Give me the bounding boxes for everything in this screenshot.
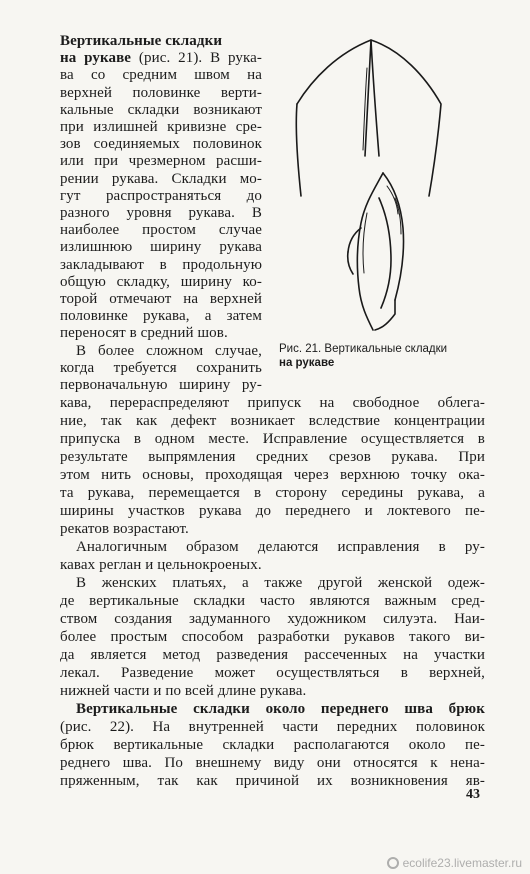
text-run: разного уровня рукава. В [60, 205, 262, 221]
text-line [60, 521, 485, 538]
text-run: Аналогичным образом делаются исправления в ру- [76, 539, 485, 555]
sleeve-lower [357, 173, 383, 330]
text-line [60, 222, 262, 239]
text-run: припуска в одном месте. Исправление осуществляется в [60, 431, 485, 447]
text-line [60, 449, 485, 466]
text-line [60, 413, 485, 430]
text-run: нижней части и по всей длине рукава. [60, 683, 307, 699]
text-run: кава, перераспределяют припуск на свободное облега- [60, 395, 485, 411]
text-line [60, 719, 485, 736]
text-line [60, 67, 262, 84]
text-run: пряженным, так как причиной их возникновения яв- [60, 773, 485, 789]
text-run: ширины участков рукава до переднего и локтевого пе- [60, 503, 485, 519]
text-line [60, 737, 485, 754]
text-line [60, 308, 262, 325]
text-line [60, 171, 262, 188]
text-run: да является метод разведения рассеченных на участки [60, 647, 485, 663]
text-run: излишнюю ширину рукава [60, 239, 262, 256]
text-line [60, 274, 262, 291]
text-run: (рис. 22). На внутренней части передних половинок [60, 719, 485, 735]
text-run: ние, так как дефект возникает вследствие концентрации [60, 413, 485, 429]
text-run: брюк вертикальные складки располагаются около пе- [60, 737, 485, 753]
page-number: 43 [466, 787, 480, 802]
text-line [60, 431, 485, 448]
text-run: этом нить основы, проходящая через верхнюю точку ока- [60, 467, 485, 483]
text-run: ва со средним швом на [60, 67, 262, 84]
sleeve-figure [283, 38, 458, 338]
text-line [76, 343, 262, 360]
text-line [76, 575, 485, 592]
text-run: де вертикальные складки часто являются важным сред- [60, 593, 485, 609]
text-run: переносят в средний шов. [60, 325, 228, 342]
text-line [76, 539, 485, 556]
text-run: наиболее простом случае [60, 222, 262, 239]
text-line [60, 467, 485, 484]
text-line [60, 683, 485, 700]
text-line [60, 102, 262, 119]
text-run: первоначальную ширину ру- [60, 377, 262, 393]
text-run: кальные складки возникают [60, 101, 262, 118]
text-run: реднего шва. По внешнему виду они относятся к нена- [60, 755, 485, 771]
text-line [60, 257, 262, 274]
text-run: лекал. Разведение может осуществляться в верхней, [60, 665, 485, 681]
text-run: ством создания задуманного художником силуэта. Наи- [60, 611, 485, 627]
text-run: более простым способом разработки рукавов такого ви- [60, 629, 485, 645]
text-line [60, 485, 485, 502]
text-run: та рукава, перемещается в сторону середины рукава, а [60, 485, 485, 501]
text-line [60, 291, 262, 308]
watermark-icon [387, 857, 399, 869]
text-line [60, 188, 262, 205]
text-run: (рис. 21). В рука- [131, 50, 262, 67]
watermark [387, 856, 522, 870]
text-run: когда требуется сохранить [60, 359, 262, 376]
text-run: или при чрезмерном расши- [60, 153, 262, 170]
heading-run: на рукаве [60, 50, 132, 67]
text-line [60, 239, 262, 256]
text-run: общую складку, ширину ко- [60, 273, 262, 290]
text-line [60, 136, 262, 153]
text-run: закладывают в продольную [60, 256, 262, 273]
text-run: зов соединяемых половинок [60, 136, 262, 153]
text-run: при излишней кривизне сре- [60, 119, 262, 135]
text-line [76, 701, 485, 718]
text-run: рекатов возрастают. [60, 521, 189, 537]
text-line [60, 377, 262, 394]
text-line [60, 119, 262, 136]
text-line [60, 593, 485, 610]
text-line [60, 395, 485, 412]
text-run: торой отмечают на верхней [60, 291, 262, 307]
text-run: половинке рукава, а затем [60, 308, 262, 325]
text-line [60, 503, 485, 520]
heading-run: Вертикальные складки около переднего шва брюк [76, 701, 485, 717]
text-run: В более сложном случае, [76, 342, 262, 359]
text-line [60, 611, 485, 628]
text-line [60, 360, 262, 377]
text-line [60, 629, 485, 646]
text-line [60, 33, 262, 50]
text-line [60, 50, 262, 67]
text-run: В женских платьях, а также другой женской одеж- [76, 575, 485, 591]
caption-text: Рис. 21. Вертикальные складки [279, 343, 448, 355]
text-run: рении рукава. Складки мо- [60, 170, 262, 187]
text-line [60, 773, 485, 790]
vertical-fold [365, 40, 371, 156]
text-line [60, 755, 485, 772]
text-line [60, 557, 485, 574]
caption-bold: на рукаве [279, 357, 335, 369]
text-run: кавах реглан и цельнокроеных. [60, 557, 262, 573]
text-line [60, 325, 262, 342]
text-line [60, 665, 485, 682]
text-run: гут распространяться до [60, 187, 262, 204]
text-line [60, 85, 262, 102]
text-run: результате выпрямления средних срезов рукава. При [60, 449, 485, 465]
heading-run: Вертикальные складки [60, 33, 223, 49]
watermark-text: ecolife23.livemaster.ru [402, 856, 522, 870]
text-run: верхней половинке верти- [60, 84, 262, 101]
figure-caption [279, 342, 494, 370]
text-line [60, 153, 262, 170]
text-line [60, 205, 262, 222]
text-line [60, 647, 485, 664]
